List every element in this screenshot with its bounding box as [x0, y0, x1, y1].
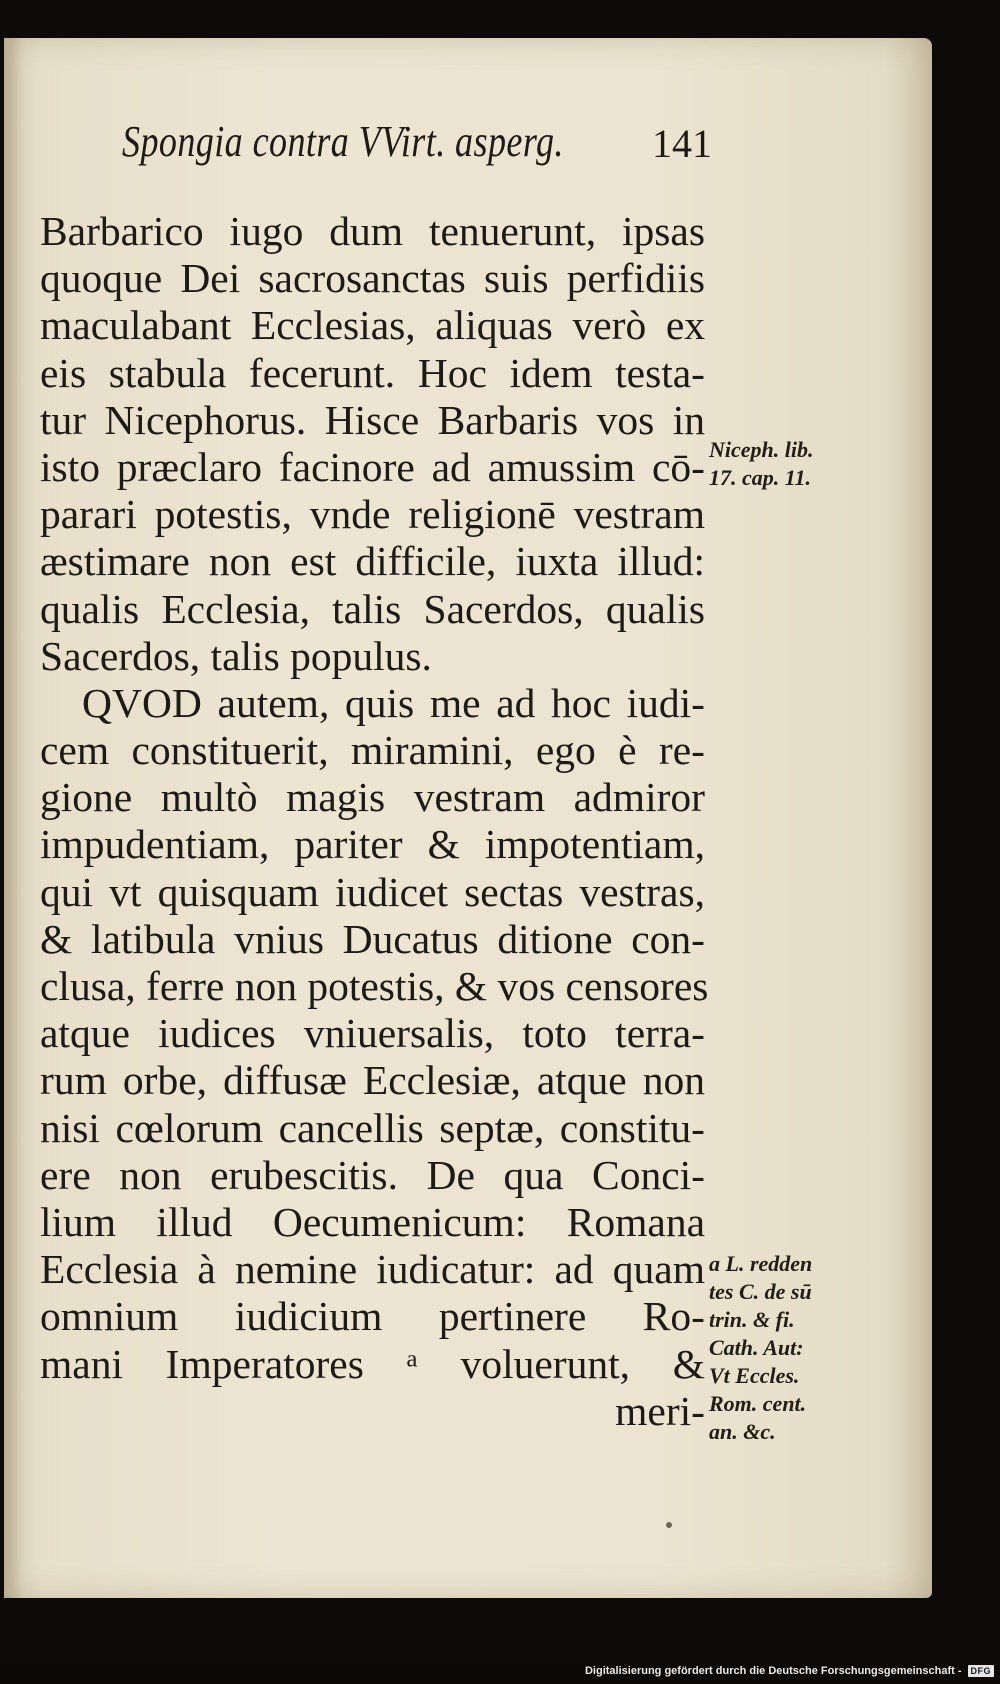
text-line: Sacerdos, talis populus. — [40, 632, 432, 679]
text-line: qualis Ecclesia, talis Sacerdos, qualis — [40, 585, 705, 632]
margin-note-line: Rom. cent. — [709, 1391, 807, 1416]
text-line: parari potestis, vnde religionē vestram — [40, 491, 705, 538]
text-line: quoque Dei sacrosanctas suis perfidiis — [40, 255, 705, 302]
text-line: mani Imperatores ᵃ voluerunt, & — [40, 1340, 705, 1387]
text-line: æstimare non est difficile, iuxta illud: — [40, 538, 705, 585]
margin-note-citation — [709, 1250, 859, 1446]
margin-note-line: Cath. Aut: — [709, 1335, 804, 1360]
text-line: qui vt quisquam iudicet sectas vestras, — [40, 868, 705, 915]
ink-speck — [666, 1522, 672, 1528]
margin-note-line: Vt Eccles. — [709, 1363, 800, 1388]
margin-note-nicephorus — [709, 436, 859, 492]
text-line: atque iudices vniuersalis, toto terra- — [40, 1010, 705, 1057]
margin-note-line: tes C. de sū — [709, 1279, 812, 1304]
text-line: rum orbe, diffusæ Ecclesiæ, atque non — [40, 1057, 705, 1104]
text-line: omnium iudicium pertinere Ro- — [40, 1293, 705, 1340]
text-line: tur Nicephorus. Hisce Barbaris vos in — [40, 396, 705, 443]
text-line: cem constituerit, miramini, ego è re- — [40, 727, 705, 774]
paragraph-start-line: QVOD autem, quis me ad hoc iudi- — [82, 679, 705, 726]
text-line: gione multò magis vestram admiror — [40, 774, 705, 821]
running-head: Spongia contra VVirt. asperg. — [122, 117, 564, 166]
page-header — [122, 116, 712, 172]
page-number: 141 — [652, 121, 712, 166]
catchword-line: meri- — [615, 1387, 705, 1434]
page-gutter-shadow — [4, 38, 22, 1598]
margin-note-line: trin. & fi. — [709, 1307, 795, 1332]
margin-note-line: 17. cap. 11. — [709, 465, 812, 490]
text-line: & latibula vnius Ducatus ditione con- — [40, 915, 705, 962]
text-line: Ecclesia à nemine iudicatur: ad quam — [40, 1246, 705, 1293]
text-line: clusa, ferre non potestis, & vos censores — [40, 963, 709, 1009]
text-line: eis stabula fecerunt. Hoc idem testa- — [40, 349, 705, 396]
text-line: ere non erubescitis. De qua Conci- — [40, 1151, 705, 1198]
text-line: lium illud Oecumenicum: Romana — [40, 1198, 705, 1245]
text-line: Barbarico iugo dum tenuerunt, ipsas — [40, 208, 705, 254]
body-text — [40, 208, 709, 1435]
funding-credit: Digitalisierung gefördert durch die Deutsche Forschungsgemeinschaft - — [584, 1665, 962, 1677]
text-line: maculabant Ecclesias, aliquas verò ex — [40, 302, 705, 349]
margin-note-line: Niceph. lib. — [709, 437, 814, 462]
book-page — [4, 38, 932, 1598]
dfg-logo: DFG — [968, 1665, 995, 1677]
text-line: impudentiam, pariter & impotentiam, — [40, 821, 705, 868]
text-line: nisi cœlorum cancellis septæ, constitu- — [40, 1104, 705, 1151]
digitization-footer — [585, 1662, 994, 1680]
margin-note-line: an. &c. — [709, 1419, 776, 1444]
margin-note-line: a L. redden — [709, 1251, 813, 1276]
text-line: isto præclaro facinore ad amussim cō- — [40, 443, 705, 490]
